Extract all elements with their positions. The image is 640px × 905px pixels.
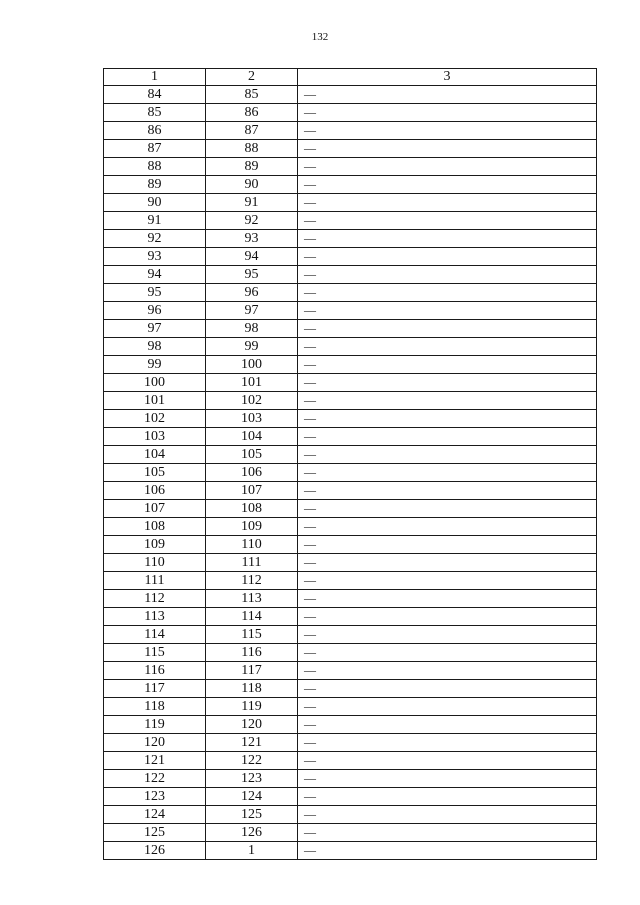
- table-cell-number: 85: [104, 104, 206, 122]
- table-header-row: [104, 69, 597, 86]
- table-cell-number: 126: [206, 824, 298, 842]
- dash-mark: —: [304, 87, 316, 101]
- table-cell-number: 100: [206, 356, 298, 374]
- dash-mark: —: [304, 267, 316, 281]
- table-row: [104, 590, 597, 608]
- table-row: [104, 392, 597, 410]
- table-row: [104, 230, 597, 248]
- table-cell-dash: [298, 338, 597, 356]
- table-cell-dash: [298, 212, 597, 230]
- table-cell-number: 122: [206, 752, 298, 770]
- dash-mark: —: [304, 807, 316, 821]
- dash-mark: —: [304, 717, 316, 731]
- table-cell-dash: [298, 770, 597, 788]
- table-row: [104, 716, 597, 734]
- table-cell-dash: [298, 554, 597, 572]
- dash-mark: —: [304, 555, 316, 569]
- dash-mark: —: [304, 591, 316, 605]
- table-row: [104, 122, 597, 140]
- dash-mark: —: [304, 537, 316, 551]
- table-cell-dash: [298, 806, 597, 824]
- dash-mark: —: [304, 285, 316, 299]
- table-cell-number: 122: [104, 770, 206, 788]
- table-cell-number: 98: [104, 338, 206, 356]
- table-cell-number: 104: [206, 428, 298, 446]
- table-cell-dash: [298, 122, 597, 140]
- table-cell-number: 102: [206, 392, 298, 410]
- table-row: [104, 140, 597, 158]
- table-cell-number: 114: [206, 608, 298, 626]
- table-cell-number: 120: [206, 716, 298, 734]
- table-cell-dash: [298, 464, 597, 482]
- dash-mark: —: [304, 429, 316, 443]
- table-cell-number: 110: [206, 536, 298, 554]
- dash-mark: —: [304, 627, 316, 641]
- table-cell-number: 105: [206, 446, 298, 464]
- table-cell-number: 121: [206, 734, 298, 752]
- table-cell-number: 99: [104, 356, 206, 374]
- dash-mark: —: [304, 645, 316, 659]
- table-cell-dash: [298, 518, 597, 536]
- dash-mark: —: [304, 375, 316, 389]
- table-cell-number: 97: [206, 302, 298, 320]
- dash-mark: —: [304, 609, 316, 623]
- table-row: [104, 446, 597, 464]
- dash-mark: —: [304, 159, 316, 173]
- table-cell-dash: [298, 842, 597, 860]
- table-cell-dash: [298, 320, 597, 338]
- table-cell-dash: [298, 248, 597, 266]
- table-cell-number: 123: [104, 788, 206, 806]
- table-cell-number: 86: [206, 104, 298, 122]
- dash-mark: —: [304, 753, 316, 767]
- table-body: [104, 86, 597, 860]
- table-cell-number: 120: [104, 734, 206, 752]
- dash-mark: —: [304, 447, 316, 461]
- table-cell-number: 112: [104, 590, 206, 608]
- table-cell-number: 100: [104, 374, 206, 392]
- table-cell-number: 91: [206, 194, 298, 212]
- table-cell-number: 89: [104, 176, 206, 194]
- dash-mark: —: [304, 339, 316, 353]
- dash-mark: —: [304, 321, 316, 335]
- table-cell-dash: [298, 500, 597, 518]
- table-row: [104, 284, 597, 302]
- table-cell-number: 97: [104, 320, 206, 338]
- table-cell-number: 98: [206, 320, 298, 338]
- table-cell-dash: [298, 590, 597, 608]
- table-cell-number: 106: [104, 482, 206, 500]
- dash-mark: —: [304, 231, 316, 245]
- table-cell-number: 96: [104, 302, 206, 320]
- dash-mark: —: [304, 771, 316, 785]
- table-cell-dash: [298, 698, 597, 716]
- table-cell-dash: [298, 374, 597, 392]
- table-cell-number: 113: [104, 608, 206, 626]
- table-cell-number: 105: [104, 464, 206, 482]
- table-cell-dash: [298, 734, 597, 752]
- table-row: [104, 482, 597, 500]
- table-row: [104, 500, 597, 518]
- table-cell-number: 115: [104, 644, 206, 662]
- table-row: [104, 176, 597, 194]
- dash-mark: —: [304, 411, 316, 425]
- table-cell-number: 109: [104, 536, 206, 554]
- table-cell-dash: [298, 788, 597, 806]
- table-cell-number: 117: [206, 662, 298, 680]
- dash-mark: —: [304, 465, 316, 479]
- table-row: [104, 320, 597, 338]
- table-cell-dash: [298, 428, 597, 446]
- table-cell-number: 90: [206, 176, 298, 194]
- table-cell-number: 125: [206, 806, 298, 824]
- table-row: [104, 248, 597, 266]
- table-cell-dash: [298, 662, 597, 680]
- dash-mark: —: [304, 177, 316, 191]
- dash-mark: —: [304, 105, 316, 119]
- table-row: [104, 752, 597, 770]
- table-cell-number: 108: [206, 500, 298, 518]
- table-row: [104, 788, 597, 806]
- dash-mark: —: [304, 501, 316, 515]
- table-cell-number: 88: [206, 140, 298, 158]
- dash-mark: —: [304, 357, 316, 371]
- dash-mark: —: [304, 573, 316, 587]
- table-cell-dash: [298, 608, 597, 626]
- table-cell-dash: [298, 824, 597, 842]
- table-cell-number: 123: [206, 770, 298, 788]
- table-cell-dash: [298, 194, 597, 212]
- table-cell-number: 119: [104, 716, 206, 734]
- table-cell-dash: [298, 158, 597, 176]
- table-cell-number: 118: [104, 698, 206, 716]
- table-cell-number: 126: [104, 842, 206, 860]
- table-cell-number: 96: [206, 284, 298, 302]
- table-cell-number: 110: [104, 554, 206, 572]
- table-cell-number: 124: [206, 788, 298, 806]
- table-cell-number: 87: [104, 140, 206, 158]
- table-cell-dash: [298, 626, 597, 644]
- table-cell-number: 94: [104, 266, 206, 284]
- table-cell-number: 118: [206, 680, 298, 698]
- dash-mark: —: [304, 141, 316, 155]
- table-row: [104, 536, 597, 554]
- table-row: [104, 698, 597, 716]
- dash-mark: —: [304, 825, 316, 839]
- table-row: [104, 554, 597, 572]
- table-cell-number: 84: [104, 86, 206, 104]
- table-row: [104, 356, 597, 374]
- table-row: [104, 644, 597, 662]
- table-cell-number: 121: [104, 752, 206, 770]
- table-cell-number: 111: [104, 572, 206, 590]
- dash-mark: —: [304, 843, 316, 857]
- table-row: [104, 374, 597, 392]
- table-cell-number: 109: [206, 518, 298, 536]
- table-cell-dash: [298, 104, 597, 122]
- table-row: [104, 824, 597, 842]
- table-cell-dash: [298, 140, 597, 158]
- table-cell-number: 102: [104, 410, 206, 428]
- table-cell-number: 115: [206, 626, 298, 644]
- dash-mark: —: [304, 213, 316, 227]
- table-row: [104, 410, 597, 428]
- table-row: [104, 338, 597, 356]
- table-row: [104, 158, 597, 176]
- table-row: [104, 572, 597, 590]
- table-cell-number: 107: [206, 482, 298, 500]
- dash-mark: —: [304, 483, 316, 497]
- table-row: [104, 212, 597, 230]
- dash-mark: —: [304, 789, 316, 803]
- table-row: [104, 464, 597, 482]
- table-cell-dash: [298, 284, 597, 302]
- table-cell-number: 103: [206, 410, 298, 428]
- table-cell-number: 94: [206, 248, 298, 266]
- table-row: [104, 194, 597, 212]
- dash-mark: —: [304, 681, 316, 695]
- table-cell-number: 95: [206, 266, 298, 284]
- table-cell-number: 93: [206, 230, 298, 248]
- table-cell-dash: [298, 266, 597, 284]
- table-cell-dash: [298, 302, 597, 320]
- table-cell-number: 112: [206, 572, 298, 590]
- page-number: 132: [311, 31, 329, 43]
- table-cell-number: 101: [104, 392, 206, 410]
- table-cell-dash: [298, 176, 597, 194]
- table-cell-number: 90: [104, 194, 206, 212]
- table-cell-number: 106: [206, 464, 298, 482]
- table-row: [104, 608, 597, 626]
- table-cell-dash: [298, 644, 597, 662]
- table-row: [104, 86, 597, 104]
- table-cell-number: 116: [104, 662, 206, 680]
- table-cell-number: 125: [104, 824, 206, 842]
- table-cell-number: 101: [206, 374, 298, 392]
- table-cell-dash: [298, 392, 597, 410]
- table-cell-dash: [298, 572, 597, 590]
- table-row: [104, 626, 597, 644]
- table-cell-number: 86: [104, 122, 206, 140]
- column-header-1: 1: [104, 69, 206, 86]
- table-cell-number: 93: [104, 248, 206, 266]
- dash-mark: —: [304, 303, 316, 317]
- table-row: [104, 770, 597, 788]
- table-row: [104, 662, 597, 680]
- table-cell-number: 92: [206, 212, 298, 230]
- table-cell-number: 116: [206, 644, 298, 662]
- table-cell-number: 89: [206, 158, 298, 176]
- table-cell-dash: [298, 680, 597, 698]
- table-row: [104, 104, 597, 122]
- column-header-3: 3: [298, 69, 597, 86]
- table-cell-number: 103: [104, 428, 206, 446]
- table-cell-dash: [298, 482, 597, 500]
- table-cell-number: 99: [206, 338, 298, 356]
- table-row: [104, 266, 597, 284]
- table-cell-number: 1: [206, 842, 298, 860]
- dash-mark: —: [304, 663, 316, 677]
- data-table: [103, 68, 597, 860]
- dash-mark: —: [304, 699, 316, 713]
- column-header-2: 2: [206, 69, 298, 86]
- table-cell-dash: [298, 752, 597, 770]
- dash-mark: —: [304, 735, 316, 749]
- table-cell-number: 91: [104, 212, 206, 230]
- table-row: [104, 842, 597, 860]
- table-cell-number: 119: [206, 698, 298, 716]
- table-cell-number: 124: [104, 806, 206, 824]
- table-cell-number: 114: [104, 626, 206, 644]
- table-cell-number: 85: [206, 86, 298, 104]
- table-row: [104, 518, 597, 536]
- table-row: [104, 428, 597, 446]
- table-cell-number: 108: [104, 518, 206, 536]
- table-cell-number: 113: [206, 590, 298, 608]
- table-cell-number: 87: [206, 122, 298, 140]
- table-cell-dash: [298, 230, 597, 248]
- table-cell-dash: [298, 410, 597, 428]
- table-cell-number: 111: [206, 554, 298, 572]
- dash-mark: —: [304, 195, 316, 209]
- dash-mark: —: [304, 393, 316, 407]
- table-row: [104, 734, 597, 752]
- table-cell-number: 104: [104, 446, 206, 464]
- table-cell-number: 107: [104, 500, 206, 518]
- dash-mark: —: [304, 249, 316, 263]
- table-cell-dash: [298, 356, 597, 374]
- table-cell-number: 117: [104, 680, 206, 698]
- table-cell-number: 95: [104, 284, 206, 302]
- table-row: [104, 806, 597, 824]
- table-row: [104, 680, 597, 698]
- table-cell-dash: [298, 716, 597, 734]
- table-cell-number: 92: [104, 230, 206, 248]
- table-row: [104, 302, 597, 320]
- dash-mark: —: [304, 519, 316, 533]
- table-cell-number: 88: [104, 158, 206, 176]
- table-cell-dash: [298, 446, 597, 464]
- table-cell-dash: [298, 86, 597, 104]
- dash-mark: —: [304, 123, 316, 137]
- table-cell-dash: [298, 536, 597, 554]
